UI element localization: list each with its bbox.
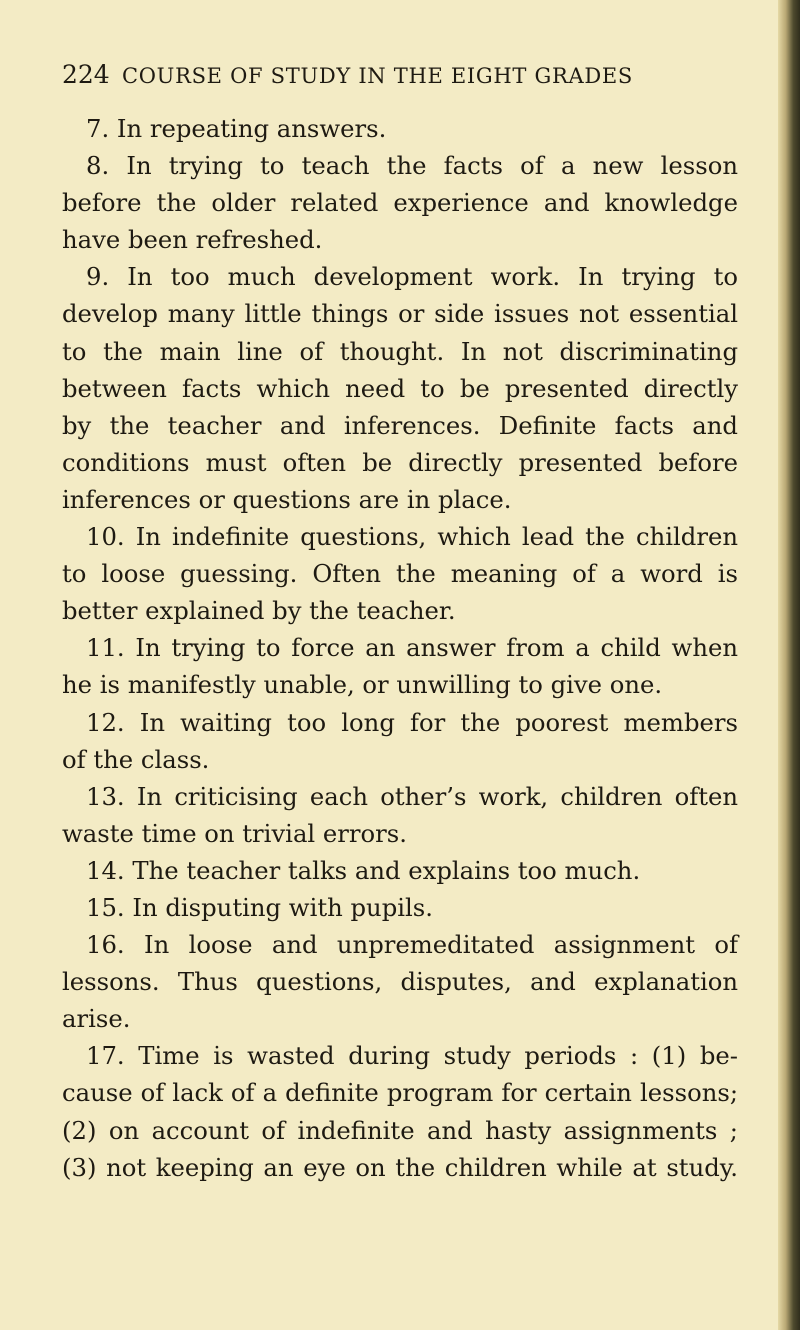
text-line: by the teacher and inferences. Definite facts and — [62, 410, 738, 440]
text-line: waste time on trivial errors. — [62, 818, 407, 848]
text-line: 7. In repeating answers. — [86, 114, 387, 143]
text-line: arise. — [62, 1004, 131, 1034]
text-line: have been refreshed. — [62, 225, 323, 255]
text-line: he is manifestly unable, or unwilling to give one. — [62, 670, 663, 700]
text-line: inferences or questions are in place. — [62, 484, 512, 514]
text-line: 8. In trying to teach the facts of a new lesson — [86, 151, 738, 181]
text-line: develop many little things or side issues not essential — [62, 299, 738, 329]
page-number: 224 — [62, 60, 110, 89]
text-line: to the main line of thought. In not discriminating — [62, 336, 738, 366]
text-line: lessons. Thus questions, disputes, and explanation — [62, 967, 738, 997]
running-header — [62, 60, 742, 96]
text-line: 14. The teacher talks and explains too much. — [86, 855, 641, 885]
text-line: 17. Time is wasted during study periods : (1) be- — [86, 1041, 738, 1071]
running-head-title: COURSE OF STUDY IN THE EIGHT GRADES — [122, 64, 633, 88]
text-line: to loose guessing. Often the meaning of a word is — [62, 559, 738, 589]
text-line: between facts which need to be presented directly — [62, 373, 738, 403]
body-text — [62, 110, 738, 1186]
text-line: 11. In trying to force an answer from a child when — [86, 633, 738, 663]
text-line: better explained by the teacher. — [62, 596, 456, 626]
text-line: of the class. — [62, 744, 210, 774]
text-line: conditions must often be directly presented before — [62, 447, 738, 477]
text-line: 16. In loose and unpremeditated assignment of — [86, 930, 738, 960]
page-edge-shadow — [778, 0, 800, 1330]
text-line: before the older related experience and knowledge — [62, 188, 738, 218]
text-line: cause of lack of a definite program for certain lessons; — [62, 1078, 738, 1108]
text-line: 10. In indefinite questions, which lead the children — [86, 522, 738, 552]
text-line: (2) on account of indefinite and hasty assignments ; — [62, 1115, 738, 1145]
text-line: 15. In disputing with pupils. — [86, 892, 433, 922]
text-line: 9. In too much development work. In trying to — [86, 262, 738, 292]
text-line: (3) not keeping an eye on the children while at study. — [62, 1152, 738, 1182]
text-line: 12. In waiting too long for the poorest members — [86, 707, 738, 737]
text-line: 13. In criticising each other’s work, children often — [86, 781, 738, 811]
